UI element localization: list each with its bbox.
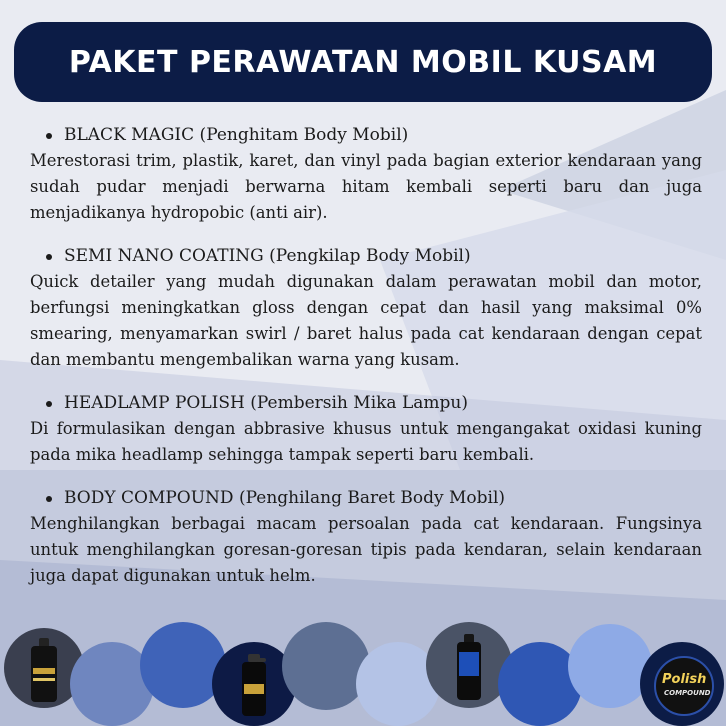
decorative-circle: [282, 622, 370, 710]
bullet-icon: [46, 133, 52, 139]
bullet-icon: [46, 254, 52, 260]
badge-label-polish: Polish: [662, 672, 707, 687]
item-description: Di formulasikan dengan abbrasive khusus untuk mengangakat oxidasi kuning pada mika headlamp sehingga tampak seperti baru kembali.: [30, 419, 702, 464]
bullet-icon: [46, 401, 52, 407]
item-title: SEMI NANO COATING (Pengkilap Body Mobil): [64, 246, 471, 266]
bullet-icon: [46, 496, 52, 502]
polish-compound-jar-icon: [640, 642, 724, 726]
item-description: Merestorasi trim, plastik, karet, dan vinyl pada bagian exterior kendaraan yang sudah pudar menjadi berwarna hitam kembali seperti baru dan juga menjadikanya hydropobic (anti air).: [30, 151, 702, 222]
list-item-semi-nano-coating: [30, 243, 702, 373]
product-list: [30, 122, 702, 606]
item-title: BODY COMPOUND (Penghilang Baret Body Mobil): [64, 488, 506, 508]
title-banner: [14, 22, 712, 102]
list-item-body-compound: [30, 485, 702, 589]
item-title: BLACK MAGIC (Penghitam Body Mobil): [64, 125, 409, 145]
decorative-circle: [568, 624, 652, 708]
page-title: PAKET PERAWATAN MOBIL KUSAM: [68, 44, 658, 80]
item-description: Menghilangkan berbagai macam persoalan pada cat kendaraan. Fungsinya untuk menghilangkan goresan-goresan tipis pada kendaran, selain kendaraan juga dapat digunakan untuk helm.: [30, 514, 702, 585]
item-description: Quick detailer yang mudah digunakan dalam perawatan mobil dan motor, berfungsi meningkatkan gloss dengan cepat dan hasil yang maksimal 0% smearing, menyamarkan swirl / baret halus pada cat kendaraan dengan cepat dan membantu mengembalikan warna yang kusam.: [30, 272, 702, 369]
product-circles: [0, 610, 726, 726]
badge-label-compound: COMPOUND: [664, 689, 711, 697]
item-title: HEADLAMP POLISH (Pembersih Mika Lampu): [64, 393, 468, 413]
list-item-black-magic: [30, 122, 702, 226]
list-item-headlamp-polish: [30, 390, 702, 468]
